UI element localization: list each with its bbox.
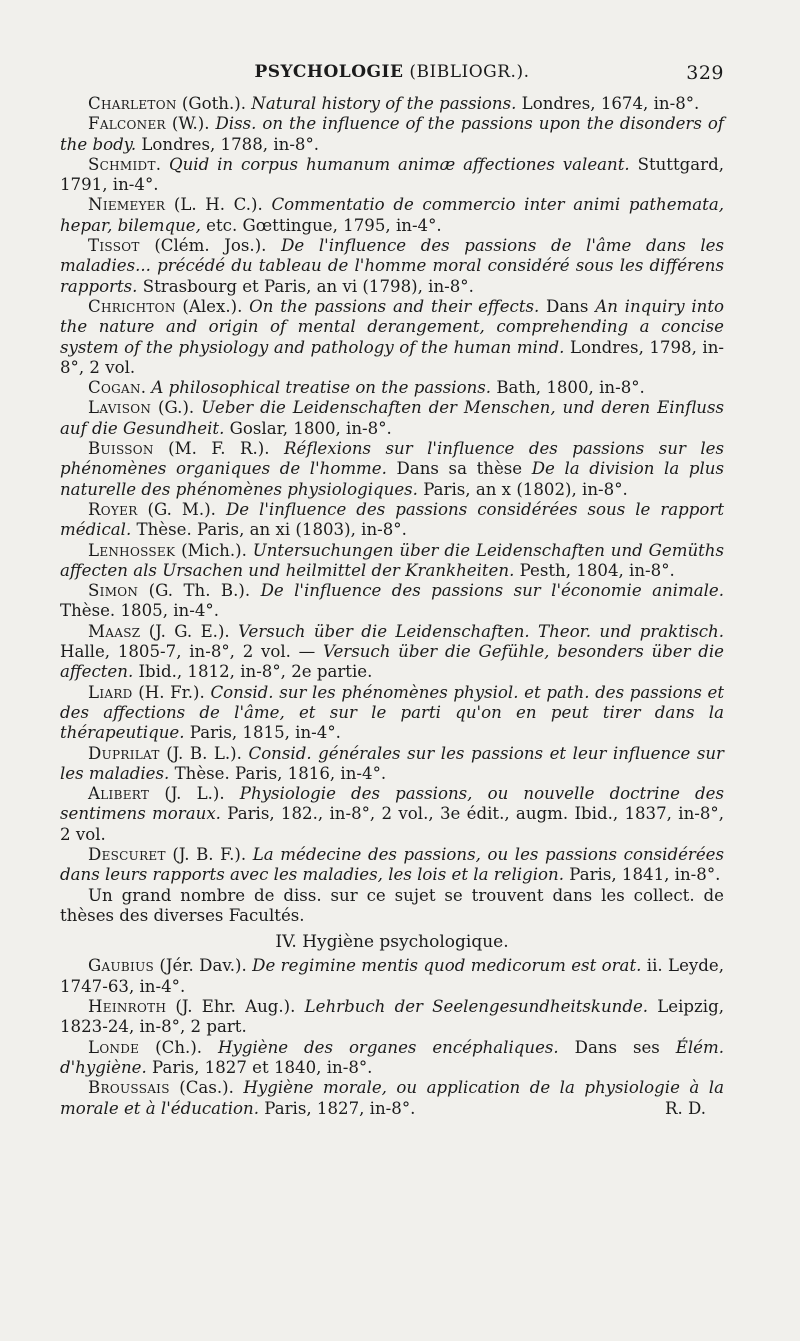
- entry-title: Untersuchungen über die Leidenschaften und Gemüths affecten als Ursachen und heilmittel der Krankheiten.: [60, 540, 724, 580]
- entry-publication: Thèse. Paris, 1816, in-4°.: [169, 763, 387, 783]
- bibliography-entry: [60, 744, 724, 785]
- entry-title-secondary: Versuch über die Gefühle, besonders über die affecten.: [60, 642, 724, 682]
- section-heading: IV. Hygiène psychologique.: [275, 932, 509, 953]
- entry-author: Simon: [88, 581, 139, 601]
- entry-publication: Bath, 1800, in-8°.: [491, 378, 645, 398]
- entry-author: Chrichton: [88, 296, 176, 316]
- entry-author-details: (Ch.).: [139, 1037, 219, 1057]
- entry-author: Lenhossek: [88, 540, 176, 560]
- bibliography-entry: [60, 94, 724, 114]
- bibliography-entry: [60, 622, 724, 683]
- entry-publication-secondary: Londres, 1798, in-8°, 2 vol.: [60, 337, 724, 377]
- bibliography-entry: [60, 956, 724, 997]
- entry-publication: Londres, 1674, in-8°.: [516, 94, 700, 113]
- entry-title: A philosophical treatise on the passions.: [151, 378, 492, 398]
- entry-author-details: (J. Ehr. Aug.).: [166, 997, 305, 1017]
- bibliography-entry: [60, 114, 724, 155]
- entry-author: Tissot: [88, 236, 140, 256]
- entry-author: Cogan: [88, 378, 141, 398]
- entry-publication: Strasbourg et Paris, an vi (1798), in-8°.: [137, 276, 474, 296]
- entry-author: Duprilat: [88, 743, 160, 763]
- entry-publication: Goslar, 1800, in-8°.: [224, 418, 392, 438]
- entry-publication: Dans sa thèse: [386, 459, 532, 479]
- entry-publication: Pesth, 1804, in-8°.: [514, 560, 675, 580]
- entry-publication: etc. Gœttingue, 1795, in-4°.: [200, 215, 442, 235]
- entry-author: Lavison: [88, 398, 152, 418]
- entry-author-details: (J. B. L.).: [159, 743, 249, 763]
- entry-title: La médecine des passions, ou les passions considérées dans leurs rapports avec les maladies, les lois et la religion.: [60, 844, 724, 885]
- bibliography-entry: [60, 398, 724, 439]
- entry-author: Charleton: [88, 94, 177, 113]
- entry-publication: Dans ses: [558, 1037, 676, 1057]
- entry-author-details: (L. H. C.).: [165, 195, 272, 215]
- entry-publication: Dans: [539, 296, 596, 316]
- entry-author-details: (J. L.).: [149, 784, 240, 804]
- entry-title: De l'influence des passions considérées sous le rapport médical.: [60, 499, 724, 540]
- entry-publication-secondary: Ibid., 1812, in-8°, 2e partie.: [133, 662, 373, 682]
- entry-publication: Paris, 182., in-8°, 2 vol., 3e édit., augm. Ibid., 1837, in-8°, 2 vol.: [60, 804, 724, 844]
- entry-author: Gaubius: [88, 956, 155, 976]
- note-paragraph: Un grand nombre de diss. sur ce sujet se trouvent dans les collect. de thèses des diverses Facultés.: [60, 885, 724, 925]
- bibliography-entry: [60, 581, 724, 622]
- entry-author-details: (M. F. R.).: [153, 439, 285, 459]
- entry-title: De l'influence des passions de l'âme dans les maladies... précédé du tableau de l'homme moral considéré sous les différens rapports.: [60, 236, 724, 296]
- bibliography-entry: [60, 236, 724, 297]
- entry-author-details: (H. Fr.).: [132, 682, 211, 702]
- entry-title-secondary: Élém. d'hygiène.: [60, 1037, 725, 1077]
- entry-author-details: .: [140, 378, 152, 398]
- bibliography-entry: [60, 378, 724, 398]
- entry-title: Commentatio de commercio inter animi pathemata, hepar, bilemque,: [60, 195, 724, 235]
- entry-author: Alibert: [88, 784, 150, 804]
- entry-author: Royer: [88, 499, 138, 519]
- entry-author-details: (Jér. Dav.).: [154, 956, 253, 976]
- entry-author-details: (W.).: [165, 114, 216, 134]
- bibliography-list: [60, 94, 724, 886]
- entry-title: Versuch über die Leidenschaften. Theor. und praktisch.: [238, 621, 724, 641]
- entry-author-details: (J. G. E.).: [140, 621, 239, 641]
- entry-author: Heinroth: [88, 997, 167, 1017]
- entry-author: Maasz: [88, 621, 141, 641]
- bibliography-entry: [60, 845, 724, 886]
- bibliography-entry: [60, 541, 724, 582]
- entry-publication: Leipzig, 1823-24, in-8°, 2 part.: [60, 997, 724, 1037]
- entry-author-details: (J. B. F.).: [165, 844, 253, 864]
- entry-publication: ii. Leyde, 1747-63, in-4°.: [60, 956, 724, 996]
- entry-author: Buisson: [88, 439, 154, 459]
- entry-title: On the passions and their effects.: [249, 296, 540, 316]
- entry-publication: Thèse. 1805, in-4°.: [60, 601, 219, 621]
- entry-title: De l'influence des passions sur l'économie animale.: [260, 581, 724, 601]
- entry-publication: Londres, 1788, in-8°.: [136, 134, 320, 154]
- entry-author: Descuret: [88, 844, 166, 864]
- entry-author: Schmidt: [88, 154, 156, 174]
- entry-title: Consid. sur les phénomènes physiol. et path. des passions et des affections de l'âme, et sur le parti qu'on en peut tirer dans la thérapeutique.: [60, 682, 724, 743]
- entry-author-details: (Clém. Jos.).: [139, 236, 282, 256]
- entry-author-details: (Alex.).: [175, 296, 250, 316]
- entry-title-secondary: De la division la plus naturelle des phénomènes physiologiques.: [60, 459, 725, 499]
- entry-author: Broussais: [88, 1078, 170, 1098]
- running-header: [60, 62, 724, 90]
- entry-title: Hygiène morale, ou application de la physiologie à la morale et à l'éducation.: [60, 1078, 724, 1118]
- entry-author-details: .: [155, 154, 169, 174]
- page-number: 329: [686, 62, 724, 84]
- entry-publication: Stuttgard, 1791, in-4°.: [60, 154, 724, 195]
- bibliography-entry: [60, 155, 724, 196]
- entry-author-details: (Goth.).: [176, 94, 252, 113]
- entry-author: Liard: [88, 682, 133, 702]
- hygiene-bibliography-list: [60, 956, 724, 1118]
- entry-publication: Halle, 1805-7, in-8°, 2 vol. —: [60, 642, 324, 662]
- entry-title: Réflexions sur l'influence des passions sur les phénomènes organiques de l'homme.: [60, 439, 724, 479]
- page-content: [60, 94, 724, 1119]
- entry-publication-secondary: Paris, 1827 et 1840, in-8°.: [146, 1057, 373, 1077]
- entry-title: Hygiène des organes encéphaliques.: [218, 1037, 559, 1057]
- entry-publication: Thèse. Paris, an xi (1803), in-8°.: [131, 520, 407, 540]
- entry-publication: Paris, 1841, in-8°.: [564, 865, 721, 885]
- entry-title: Diss. on the influence of the passions upon the disonders of the body.: [60, 114, 724, 154]
- entry-title: Consid. générales sur les passions et leur influence sur les maladies.: [60, 743, 724, 783]
- bibliography-entry: [60, 439, 724, 500]
- bibliography-entry: [60, 297, 724, 378]
- entry-author: Niemeyer: [88, 195, 166, 215]
- entry-author: Londe: [88, 1037, 140, 1057]
- entry-publication: Paris, 1815, in-4°.: [184, 723, 341, 743]
- entry-author: Falconer: [88, 114, 166, 134]
- entry-author-details: (G. M.).: [137, 499, 226, 519]
- entry-title: Physiologie des passions, ou nouvelle doctrine des sentimens moraux.: [60, 784, 724, 824]
- entry-title: De regimine mentis quod medicorum est orat.: [252, 956, 642, 976]
- entry-title: Natural history of the passions.: [251, 94, 517, 113]
- signature: R. D.: [664, 1098, 706, 1118]
- bibliography-entry: [60, 195, 724, 236]
- header-subtitle: (BIBLIOGR.).: [409, 62, 530, 82]
- bibliography-entry: [60, 1078, 724, 1119]
- entry-author-details: (Cas.).: [169, 1078, 244, 1098]
- entry-title: Quid in corpus humanum animæ affectiones valeant.: [168, 154, 630, 174]
- bibliography-entry: [60, 997, 724, 1038]
- entry-title: Lehrbuch der Seelengesundheitskunde.: [304, 997, 649, 1017]
- bibliography-entry: [60, 784, 724, 845]
- entry-author-details: (Mich.).: [175, 540, 253, 560]
- entry-author-details: (G. Th. B.).: [138, 581, 261, 601]
- entry-title: Ueber die Leidenschaften der Menschen, und deren Einfluss auf die Gesundheit.: [60, 398, 724, 438]
- entry-publication-secondary: Paris, an x (1802), in-8°.: [417, 479, 628, 499]
- entry-author-details: (G.).: [151, 398, 202, 418]
- entry-title-secondary: An inquiry into the nature and origin of mental derangement, comprehending a concise system of the physiology and pathology of the human mind.: [60, 296, 725, 357]
- bibliography-entry: [60, 500, 724, 541]
- bibliography-entry: [60, 683, 724, 744]
- entry-publication: Paris, 1827, in-8°.: [259, 1098, 416, 1118]
- bibliography-entry: [60, 1038, 724, 1079]
- header-title: PSYCHOLOGIE: [254, 62, 404, 82]
